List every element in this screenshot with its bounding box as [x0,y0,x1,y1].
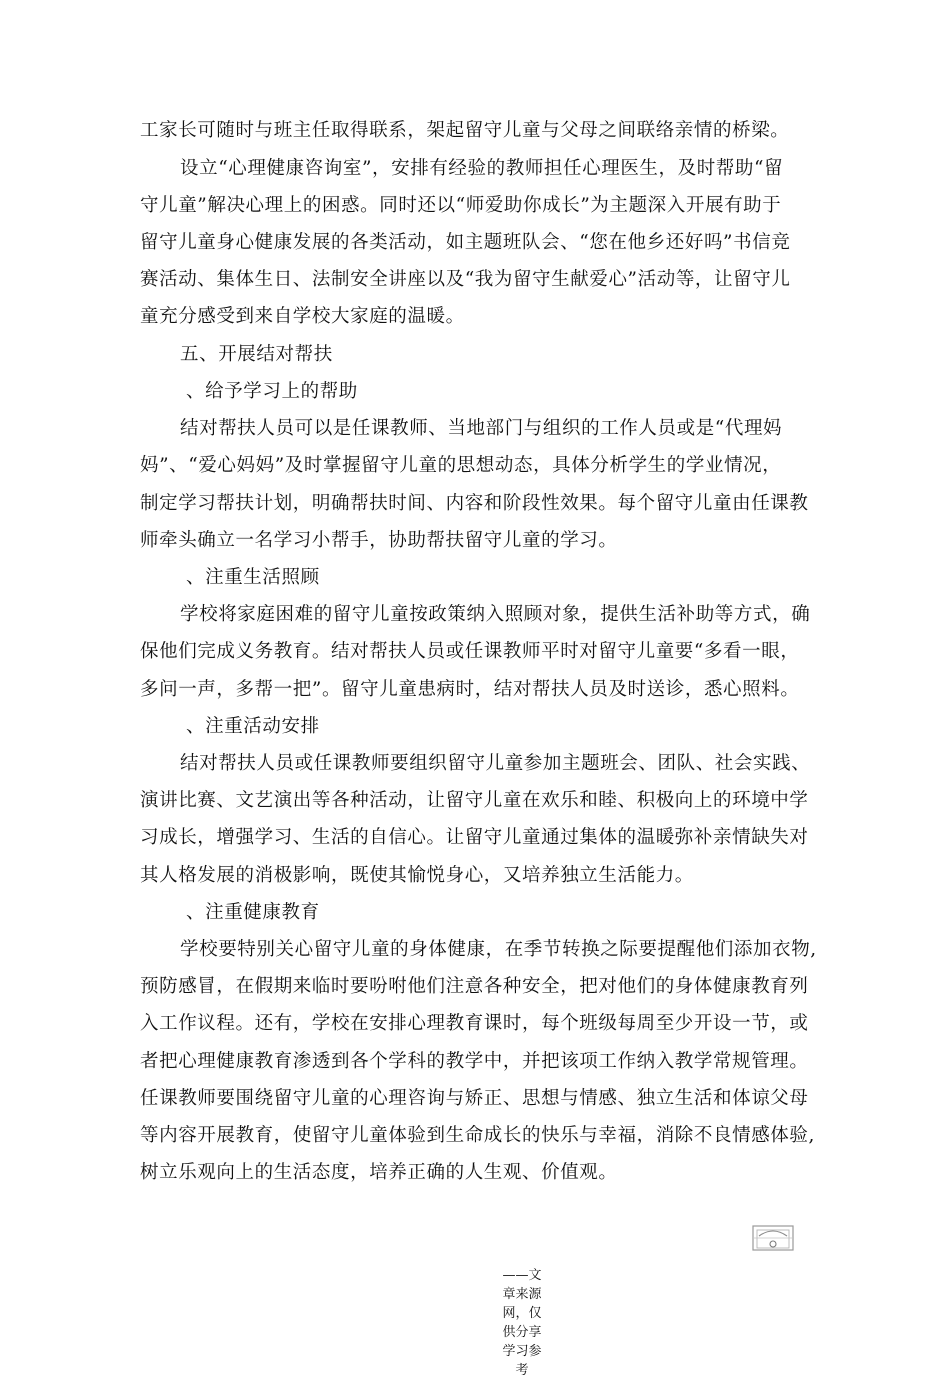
paragraph-line: 任课教师要围绕留守儿童的心理咨询与矫正、思想与情感、独立生活和体谅父母 [140,1088,809,1109]
paragraph-line: 演讲比赛、文艺演出等各种活动，让留守儿童在欢乐和睦、积极向上的环境中学 [140,790,809,811]
paragraph-line: 其人格发展的消极影响，既使其愉悦身心，又培养独立生活能力。 [140,865,694,886]
paragraph-line: 多问一声，多帮一把”。留守儿童患病时，结对帮扶人员及时送诊，悉心照料。 [140,679,800,700]
paragraph-line: 学校要特别关心留守儿童的身体健康，在季节转换之际要提醒他们添加衣物, [180,939,817,960]
subsection-heading: 、给予学习上的帮助 [186,381,358,402]
paragraph-line: 童充分感受到来自学校大家庭的温暖。 [140,306,465,327]
paragraph-line: 师牵头确立一名学习小帮手，协助帮扶留守儿童的学习。 [140,530,618,551]
paragraph-line: 预防感冒，在假期来临时要吩咐他们注意各种安全，把对他们的身体健康教育列 [140,976,809,997]
paragraph-line: 者把心理健康教育渗透到各个学科的教学中，并把该项工作纳入教学常规管理。 [140,1051,809,1072]
paragraph-line: 学校将家庭困难的留守儿童按政策纳入照顾对象，提供生活补助等方式，确 [180,604,811,625]
paragraph-line: 守儿童”解决心理上的困惑。同时还以“师爱助你成长”为主题深入开展有助于 [140,195,782,216]
paragraph-line: 工家长可随时与班主任取得联系，架起留守儿童与父母之间联络亲情的桥梁。 [140,120,790,141]
paragraph-line: 制定学习帮扶计划，明确帮扶时间、内容和阶段性效果。每个留守儿童由任课教 [140,493,809,514]
paragraph-line: 设立“心理健康咨询室”，安排有经验的教师担任心理医生，及时帮助“留 [180,158,784,179]
paragraph-line: 结对帮扶人员可以是任课教师、当地部门与组织的工作人员或是“代理妈 [180,418,783,439]
paragraph-line: 赛活动、集体生日、法制安全讲座以及“我为留守生献爱心”活动等，让留守儿 [140,269,791,290]
paragraph-line: 妈”、“爱心妈妈”及时掌握留守儿童的思想动态，具体分析学生的学业情况， [140,455,782,476]
paragraph-line: 树立乐观向上的生活态度，培养正确的人生观、价值观。 [140,1162,618,1183]
seal-stamp-icon [751,1222,795,1252]
subsection-heading: 、注重生活照顾 [186,567,320,588]
subsection-heading: 、注重活动安排 [186,716,320,737]
paragraph-line: 保他们完成义务教育。结对帮扶人员或任课教师平时对留守儿童要“多看一眼， [140,641,800,662]
paragraph-line: 结对帮扶人员或任课教师要组织留守儿童参加主题班会、团队、社会实践、 [180,753,811,774]
paragraph-line: 入工作议程。还有，学校在安排心理教育课时，每个班级每周至少开设一节，或 [140,1013,809,1034]
paragraph-line: 习成长，增强学习、生活的自信心。让留守儿童通过集体的温暖弥补亲情缺失对 [140,827,809,848]
section-heading: 五、开展结对帮扶 [180,344,333,365]
paragraph-line: 等内容开展教育，使留守儿童体验到生命成长的快乐与幸福，消除不良情感体验, [140,1125,815,1146]
subsection-heading: 、注重健康教育 [186,902,320,923]
footer-note: ——文章来源网，仅供分享学习参考 [502,1268,542,1378]
paragraph-line: 留守儿童身心健康发展的各类活动，如主题班队会、“您在他乡还好吗”书信竞 [140,232,791,253]
